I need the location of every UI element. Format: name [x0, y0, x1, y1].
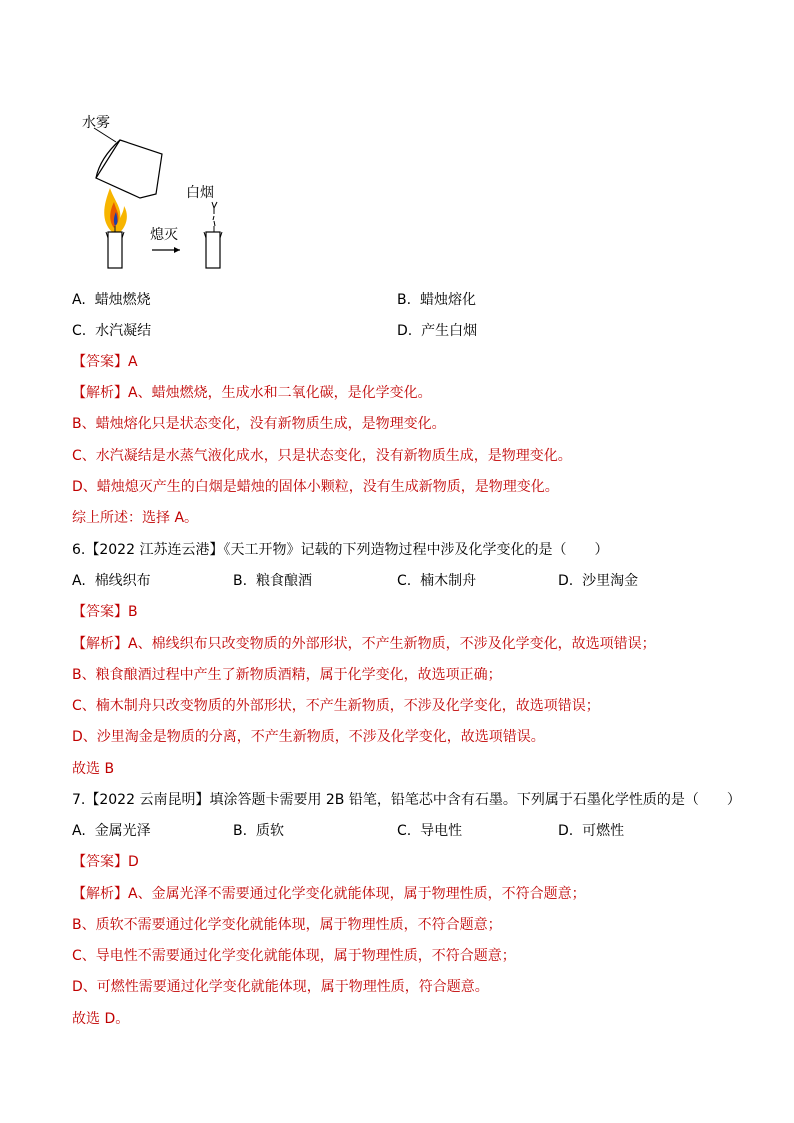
q5-analysis-line-1 [72, 383, 432, 403]
option-letter: A. [72, 823, 86, 839]
option-text: 蜡烛燃烧 [94, 292, 151, 308]
option-text: 棉线织布 [94, 573, 151, 589]
q7-option-d [558, 821, 624, 841]
analysis-tag: 【解析】 [72, 886, 128, 902]
q5-answer [72, 352, 138, 372]
q6-analysis-line-3: C、楠木制舟只改变物质的外部形状，不产生新物质，不涉及化学变化，故选项错误； [72, 698, 600, 714]
arrow-head [174, 247, 180, 253]
q7-option-c [397, 821, 462, 841]
q6-analysis-line-4: D、沙里淘金是物质的分离，不产生新物质，不涉及化学变化，故选项错误。 [72, 729, 545, 745]
q5-option-a [72, 290, 151, 310]
candle-diagram [80, 108, 260, 273]
q7-option-b [233, 821, 284, 841]
q5-option-c [72, 321, 151, 341]
option-text: 楠木制舟 [420, 573, 477, 589]
option-letter: D. [397, 323, 413, 339]
option-text: 产生白烟 [421, 323, 478, 339]
analysis-tag: 【解析】 [72, 385, 128, 401]
q6-option-c [397, 571, 476, 591]
q5-option-d [397, 321, 477, 341]
question-source: 【2022 云南昆明】 [85, 792, 210, 808]
option-letter: B. [233, 573, 248, 589]
analysis-text: A、棉线织布只改变物质的外部形状，不产生新物质，不涉及化学变化，故选项错误； [128, 636, 656, 652]
answer-value: B [128, 604, 138, 620]
option-text: 粮食酿酒 [255, 573, 312, 589]
option-text: 质软 [255, 823, 284, 839]
q7-analysis-line-1 [72, 884, 586, 904]
answer-value: A [128, 354, 138, 370]
q5-summary: 综上所述：选择 A。 [72, 510, 199, 526]
label-mist: 水雾 [82, 115, 110, 131]
q7-analysis-line-2: B、质软不需要通过化学变化就能体现，属于物理性质，不符合题意； [72, 917, 502, 933]
q6-answer [72, 602, 138, 622]
option-letter: A. [72, 573, 86, 589]
q5-analysis-line-3: C、水汽凝结是水蒸气液化成水，只是状态变化，没有新物质生成，是物理变化。 [72, 448, 572, 464]
q6-stem [72, 540, 608, 560]
label-smoke: 白烟 [186, 185, 214, 201]
label-extinguish: 熄灭 [150, 227, 178, 243]
analysis-text: A、金属光泽不需要通过化学变化就能体现，属于物理性质，不符合题意； [128, 886, 586, 902]
option-text: 沙里淘金 [582, 573, 639, 589]
option-text: 导电性 [420, 823, 463, 839]
answer-tag: 【答案】 [72, 354, 128, 370]
q5-analysis-line-2: B、蜡烛熔化只是状态变化，没有新物质生成，是物理变化。 [72, 416, 446, 432]
option-letter: D. [558, 573, 574, 589]
question-number: 7. [72, 792, 86, 808]
q6-option-a [72, 571, 151, 591]
q6-option-d [558, 571, 638, 591]
analysis-text: A、蜡烛燃烧，生成水和二氧化碳，是化学变化。 [128, 385, 432, 401]
q6-summary: 故选 B [72, 761, 115, 777]
question-stem: 填涂答题卡需要用 2B 铅笔，铅笔芯中含有石墨。下列属于石墨化学性质的是（ ） [209, 792, 741, 808]
q7-summary: 故选 D。 [72, 1011, 130, 1027]
q6-analysis-line-2: B、粮食酿酒过程中产生了新物质酒精，属于化学变化，故选项正确； [72, 667, 502, 683]
option-letter: B. [233, 823, 248, 839]
q5-analysis-line-4: D、蜡烛熄灭产生的白烟是蜡烛的固体小颗粒，没有生成新物质，是物理变化。 [72, 479, 559, 495]
answer-tag: 【答案】 [72, 604, 128, 620]
option-letter: C. [397, 573, 412, 589]
answer-tag: 【答案】 [72, 854, 128, 870]
option-letter: A. [72, 292, 86, 308]
beaker-shape [96, 140, 162, 198]
answer-value: D [128, 854, 139, 870]
q7-analysis-line-3: C、导电性不需要通过化学变化就能体现，属于物理性质，不符合题意； [72, 948, 516, 964]
option-letter: C. [397, 823, 412, 839]
q7-analysis-line-4: D、可燃性需要通过化学变化就能体现，属于物理性质，符合题意。 [72, 979, 489, 995]
option-text: 蜡烛熔化 [419, 292, 476, 308]
smoke-lines [212, 202, 217, 226]
candle-left [108, 232, 122, 268]
question-source: 【2022 江苏连云港】 [85, 542, 224, 558]
option-letter: D. [558, 823, 574, 839]
option-text: 金属光泽 [94, 823, 151, 839]
q6-option-b [233, 571, 312, 591]
candle-experiment-figure [80, 108, 260, 273]
question-stem: 《天工开物》记载的下列造物过程中涉及化学变化的是（ ） [223, 542, 609, 558]
option-text: 水汽凝结 [95, 323, 152, 339]
q7-answer [72, 852, 139, 872]
q7-option-a [72, 821, 151, 841]
option-letter: B. [397, 292, 412, 308]
q7-stem [72, 790, 741, 810]
option-letter: C. [72, 323, 87, 339]
q6-analysis-line-1 [72, 634, 656, 654]
q5-option-b [397, 290, 476, 310]
analysis-tag: 【解析】 [72, 636, 128, 652]
question-number: 6. [72, 542, 86, 558]
candle-right [206, 232, 220, 268]
option-text: 可燃性 [582, 823, 625, 839]
